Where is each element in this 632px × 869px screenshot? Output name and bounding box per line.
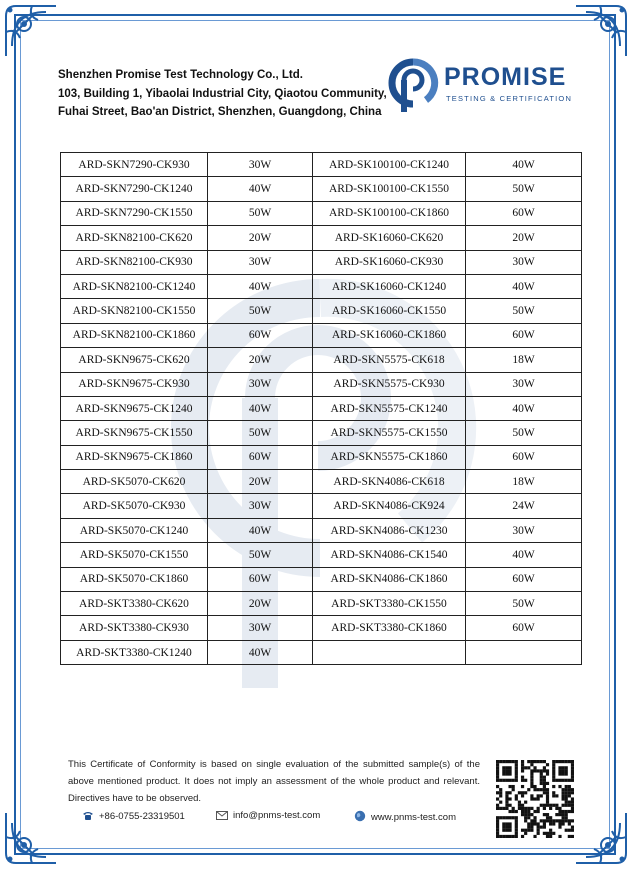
table-row [61,396,582,420]
power-cell: 40W [208,518,313,542]
power-cell: 50W [208,421,313,445]
power-cell: 50W [466,421,582,445]
power-cell: 20W [208,226,313,250]
model-cell: ARD-SKT3380-CK1240 [61,640,208,664]
power-cell: 60W [208,445,313,469]
power-cell: 40W [466,396,582,420]
address-line-1: 103, Building 1, Yibaolai Industrial City, Qiaotou Community, [58,87,387,100]
contact-phone [82,810,185,822]
table-row [61,592,582,616]
power-cell: 60W [208,567,313,591]
model-cell: ARD-SK5070-CK1240 [61,518,208,542]
power-cell: 30W [208,616,313,640]
contact-bar [82,810,482,826]
model-cell: ARD-SKN5575-CK1860 [313,445,466,469]
model-cell: ARD-SKN9675-CK1550 [61,421,208,445]
model-cell: ARD-SKT3380-CK1550 [313,592,466,616]
power-cell: 40W [208,177,313,201]
power-cell: 18W [466,470,582,494]
table-row [61,470,582,494]
model-cell: ARD-SKN4086-CK1230 [313,518,466,542]
power-cell: 18W [466,348,582,372]
power-cell: 50W [466,177,582,201]
phone-number: +86-0755-23319501 [99,811,185,822]
model-cell: ARD-SKT3380-CK1860 [313,616,466,640]
model-cell: ARD-SKN9675-CK620 [61,348,208,372]
model-cell: ARD-SK5070-CK620 [61,470,208,494]
table-row [61,177,582,201]
model-cell: ARD-SKN7290-CK930 [61,153,208,177]
table-row [61,518,582,542]
power-cell: 20W [208,592,313,616]
model-cell: ARD-SKT3380-CK930 [61,616,208,640]
model-cell: ARD-SKN82100-CK930 [61,250,208,274]
power-cell: 50W [466,299,582,323]
power-cell: 60W [466,201,582,225]
table-row [61,445,582,469]
power-cell: 60W [466,616,582,640]
model-cell: ARD-SK5070-CK1860 [61,567,208,591]
model-cell: ARD-SK16060-CK1240 [313,274,466,298]
table-row [61,323,582,347]
power-cell: 30W [208,372,313,396]
corner-ornament-top-right [572,2,630,60]
power-cell: 60W [466,323,582,347]
globe-icon [354,810,366,822]
company-name: Shenzhen Promise Test Technology Co., Ltd. [58,69,303,81]
contact-website[interactable] [354,810,456,823]
power-cell: 40W [466,153,582,177]
power-cell: 60W [208,323,313,347]
model-cell: ARD-SKN5575-CK1240 [313,396,466,420]
table-row [61,567,582,591]
model-cell: ARD-SKN4086-CK924 [313,494,466,518]
power-cell: 30W [208,250,313,274]
power-cell: 30W [466,372,582,396]
power-cell: 50W [208,299,313,323]
power-cell: 24W [466,494,582,518]
logo-name: PROMISE [444,63,567,91]
company-address-block [58,66,388,122]
promise-logo [386,56,576,116]
model-cell: ARD-SK16060-CK620 [313,226,466,250]
model-cell: ARD-SK5070-CK930 [61,494,208,518]
model-cell: ARD-SKN4086-CK618 [313,470,466,494]
qr-code-icon [496,760,574,838]
power-cell: 60W [466,445,582,469]
table-row [61,543,582,567]
model-cell: ARD-SKN4086-CK1860 [313,567,466,591]
model-cell: ARD-SKN5575-CK618 [313,348,466,372]
model-cell: ARD-SKN7290-CK1240 [61,177,208,201]
power-cell: 50W [208,201,313,225]
power-cell: 20W [466,226,582,250]
corner-ornament-top-left [2,2,60,60]
table-row [61,348,582,372]
model-cell [313,640,466,664]
table-row [61,421,582,445]
power-cell: 60W [466,567,582,591]
model-cell: ARD-SK16060-CK1550 [313,299,466,323]
model-cell: ARD-SKN82100-CK1240 [61,274,208,298]
power-cell: 20W [208,470,313,494]
model-cell: ARD-SKN5575-CK1550 [313,421,466,445]
table-row [61,226,582,250]
model-cell: ARD-SK16060-CK1860 [313,323,466,347]
model-cell: ARD-SK100100-CK1860 [313,201,466,225]
power-cell: 50W [208,543,313,567]
model-cell: ARD-SK5070-CK1550 [61,543,208,567]
corner-ornament-bottom-left [2,809,60,867]
contact-email[interactable] [216,810,320,821]
power-cell: 30W [208,153,313,177]
phone-icon [82,810,94,821]
model-cell: ARD-SK100100-CK1240 [313,153,466,177]
email-icon [216,811,228,820]
website-url[interactable]: www.pnms-test.com [371,812,456,823]
power-cell: 40W [208,274,313,298]
table-row [61,299,582,323]
model-cell: ARD-SKN9675-CK1860 [61,445,208,469]
promise-logo-mark-icon [386,56,440,114]
table-row [61,153,582,177]
power-cell: 40W [466,274,582,298]
address-line-2: Fuhai Street, Bao'an District, Shenzhen, Guangdong, China [58,106,382,118]
model-cell: ARD-SKN82100-CK1860 [61,323,208,347]
table-row [61,640,582,664]
power-cell: 40W [466,543,582,567]
table-row [61,250,582,274]
model-cell: ARD-SKN82100-CK620 [61,226,208,250]
model-cell: ARD-SKN7290-CK1550 [61,201,208,225]
model-cell: ARD-SK16060-CK930 [313,250,466,274]
model-cell: ARD-SKN5575-CK930 [313,372,466,396]
table-row [61,616,582,640]
model-cell: ARD-SK100100-CK1550 [313,177,466,201]
power-cell: 20W [208,348,313,372]
table-row [61,494,582,518]
table-row [61,201,582,225]
table-row [61,274,582,298]
power-cell: 30W [466,250,582,274]
conformity-disclaimer: This Certificate of Conformity is based on single evaluation of the submitted sample(s) of the above mentioned product. It does not imply an assessment of the whole product and relevant. Directives have to be observed. [68,759,480,804]
power-cell: 40W [208,640,313,664]
power-cell [466,640,582,664]
model-cell: ARD-SKN9675-CK930 [61,372,208,396]
model-cell: ARD-SKT3380-CK620 [61,592,208,616]
model-power-table [60,152,582,665]
table-row [61,372,582,396]
model-cell: ARD-SKN4086-CK1540 [313,543,466,567]
email-address[interactable]: info@pnms-test.com [233,810,321,821]
power-cell: 30W [466,518,582,542]
power-cell: 40W [208,396,313,420]
power-cell: 30W [208,494,313,518]
corner-ornament-bottom-right [572,809,630,867]
logo-tagline: TESTING & CERTIFICATION [446,94,573,103]
model-cell: ARD-SKN9675-CK1240 [61,396,208,420]
model-cell: ARD-SKN82100-CK1550 [61,299,208,323]
power-cell: 50W [466,592,582,616]
